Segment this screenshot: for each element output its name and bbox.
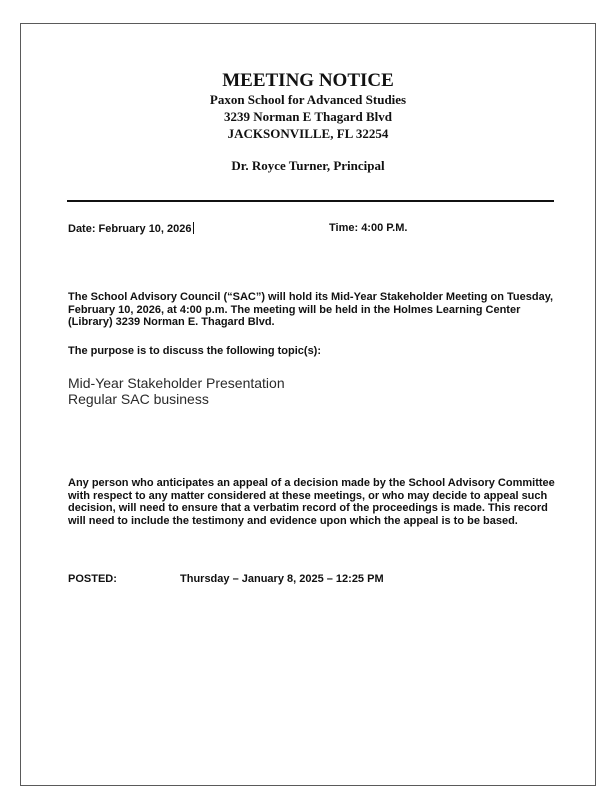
topic-item: Regular SAC business xyxy=(68,391,209,407)
document-page xyxy=(20,23,596,786)
purpose-line: The purpose is to discuss the following topic(s): xyxy=(68,345,322,357)
header-divider xyxy=(67,200,554,202)
principal-name: Dr. Royce Turner, Principal xyxy=(231,158,385,173)
text-cursor xyxy=(193,222,194,234)
notice-title: MEETING NOTICE xyxy=(222,70,394,91)
meeting-date-text: Date: February 10, 2026 xyxy=(68,223,192,235)
posted-label: POSTED: xyxy=(68,573,117,585)
school-name: Paxon School for Advanced Studies xyxy=(209,92,407,107)
school-city: JACKSONVILLE, FL 32254 xyxy=(227,126,389,141)
posted-value: Thursday – January 8, 2025 – 12:25 PM xyxy=(180,573,384,585)
meeting-time: Time: 4:00 P.M. xyxy=(329,222,408,234)
meeting-date[interactable] xyxy=(68,222,194,235)
intro-paragraph: The School Advisory Council (“SAC”) will hold its Mid-Year Stakeholder Meeting on Tuesday, February 10, 2026, at 4:00 p.m. The meeting will be held in the Holmes Learning Center (Library) 3239 Norman E. Thagard Blvd. xyxy=(68,291,554,328)
school-street: 3239 Norman E Thagard Blvd xyxy=(223,109,393,124)
topics-list xyxy=(68,375,285,407)
appeal-paragraph: Any person who anticipates an appeal of a decision made by the School Advisory Committee with respect to any matter considered at these meetings, or who may decide to appeal such decision, will need to ensure that a verbatim record of the proceedings is made. This record will need to include the testimony and evidence upon which the appeal is to be based. xyxy=(68,477,555,527)
topic-item: Mid-Year Stakeholder Presentation xyxy=(68,375,285,391)
